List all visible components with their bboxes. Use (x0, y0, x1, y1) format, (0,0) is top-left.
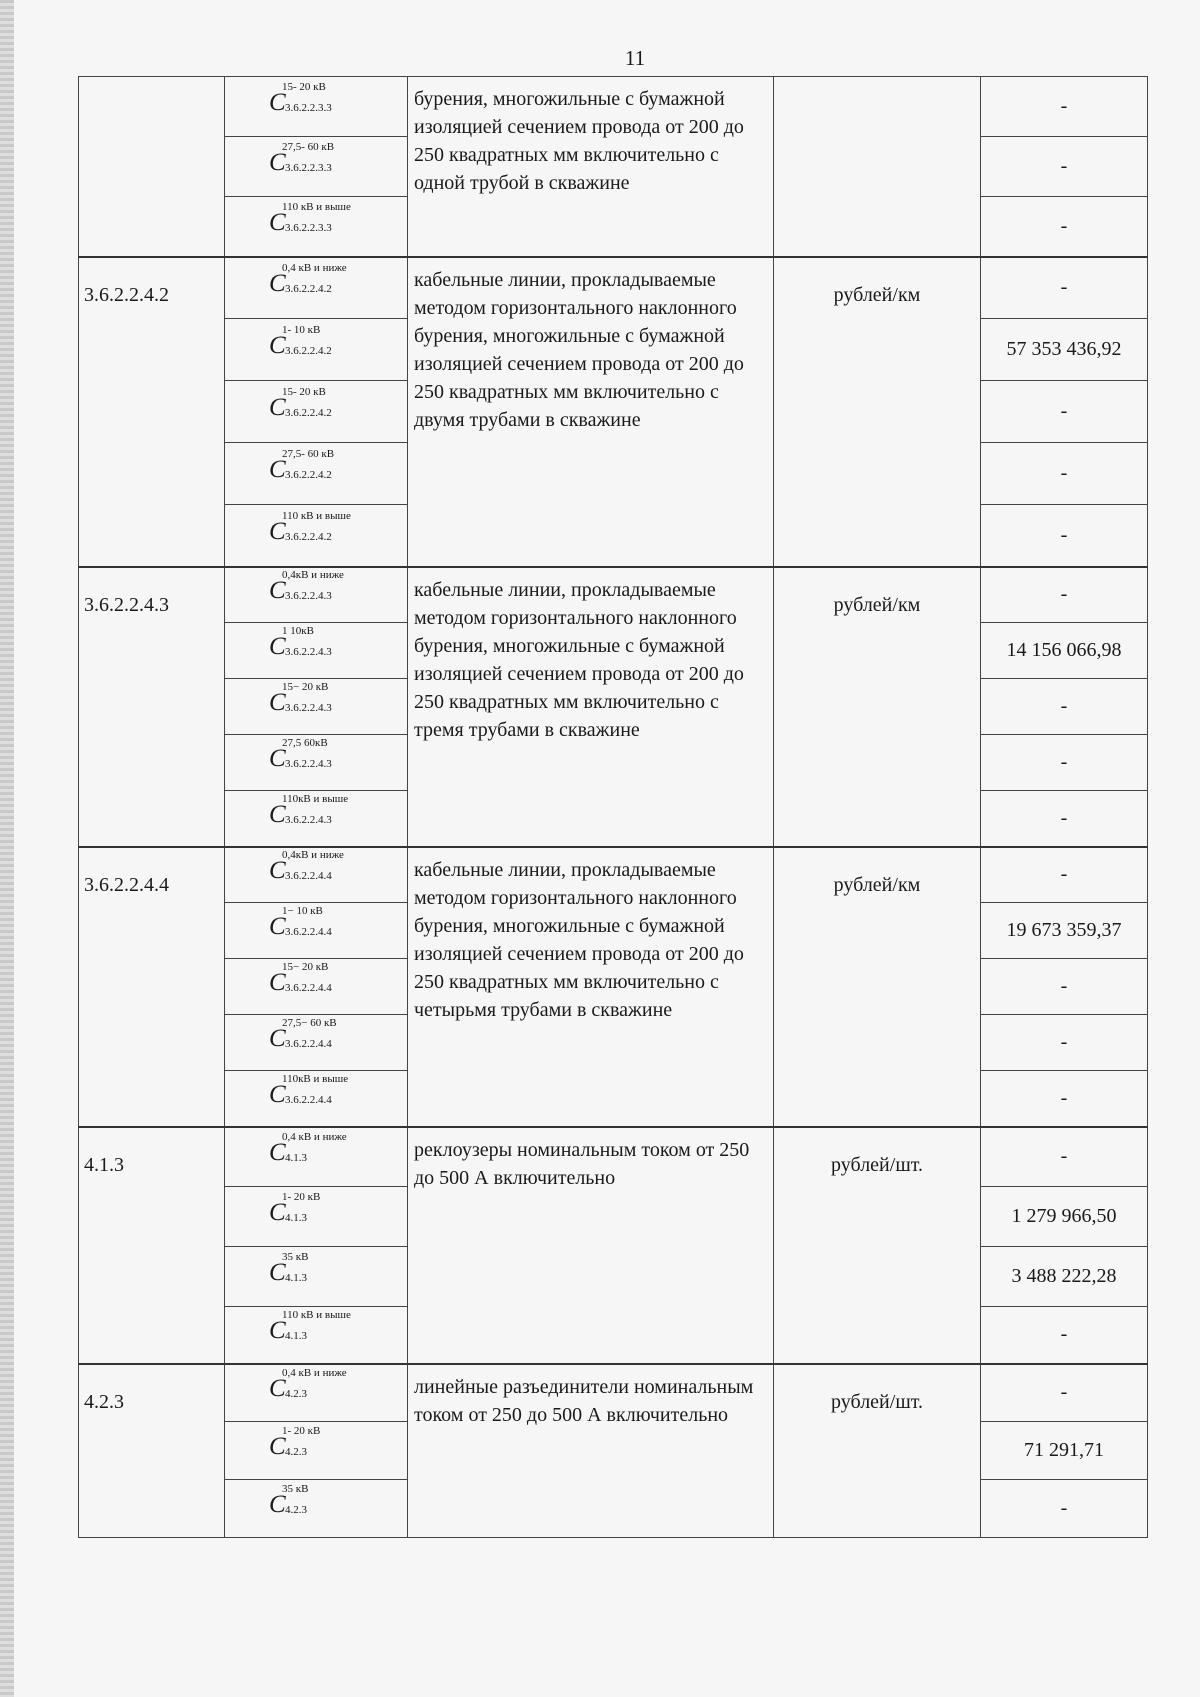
item-value: - (981, 1480, 1148, 1538)
table-row (79, 77, 1148, 137)
item-unit (774, 77, 981, 257)
item-description: кабельные линии, прокладываемые методом горизонтального наклонного бурения, многожильные с бумажной изоляцией сечением провода от 200 до 250 квадратных мм включительно с тремя трубами в скважине (408, 567, 774, 847)
item-unit: рублей/шт. (774, 1127, 981, 1364)
symbol-letter: C (269, 1259, 286, 1286)
symbol-letter: C (269, 332, 286, 359)
tariff-symbol (225, 257, 408, 319)
item-description: бурения, многожильные с бумажной изоляцией сечением провода от 200 до 250 квадратных мм включительно с одной трубой в скважине (408, 77, 774, 257)
item-value: - (981, 735, 1148, 791)
tariff-symbol (225, 1187, 408, 1247)
table-row (79, 847, 1148, 903)
item-value: - (981, 959, 1148, 1015)
item-value: - (981, 381, 1148, 443)
voltage-superscript: 0,4 кВ и ниже (282, 262, 347, 275)
item-value: - (981, 847, 1148, 903)
index-subscript: 3.6.2.2.4.4 (285, 926, 332, 938)
voltage-superscript: 27,5 60кВ (282, 737, 328, 749)
index-subscript: 3.6.2.2.3.3 (285, 221, 332, 234)
item-value: - (981, 1015, 1148, 1071)
item-value: - (981, 137, 1148, 197)
tariff-symbol (225, 847, 408, 903)
index-subscript: 4.2.3 (285, 1388, 307, 1401)
tariff-symbol (225, 959, 408, 1015)
item-value: - (981, 443, 1148, 505)
item-code: 4.1.3 (79, 1127, 225, 1364)
item-value: 3 488 222,28 (981, 1247, 1148, 1307)
voltage-superscript: 35 кВ (282, 1483, 309, 1495)
voltage-superscript: 27,5- 60 кВ (282, 448, 335, 460)
symbol-letter: C (269, 1433, 286, 1460)
index-subscript: 3.6.2.2.4.3 (285, 646, 332, 658)
symbol-letter: C (269, 1317, 286, 1345)
tariff-symbol (225, 443, 408, 505)
voltage-superscript: 0,4 кВ и ниже (282, 1131, 347, 1144)
symbol-letter: C (269, 577, 286, 605)
index-subscript: 3.6.2.2.4.3 (285, 758, 332, 770)
voltage-superscript: 1− 10 кВ (282, 905, 323, 917)
voltage-superscript: 110кВ и выше (282, 792, 349, 805)
voltage-superscript: 0,4кВ и ниже (282, 569, 344, 582)
scan-left-edge (0, 0, 14, 1697)
item-unit: рублей/км (774, 847, 981, 1127)
symbol-letter: C (269, 456, 286, 483)
index-subscript: 3.6.2.2.4.2 (285, 530, 332, 543)
symbol-letter: C (269, 633, 286, 660)
voltage-superscript: 15− 20 кВ (282, 681, 329, 693)
item-code: 3.6.2.2.4.3 (79, 567, 225, 847)
item-value: - (981, 1071, 1148, 1127)
symbol-letter: C (269, 270, 286, 298)
index-subscript: 3.6.2.2.4.2 (285, 469, 332, 481)
item-code: 4.2.3 (79, 1364, 225, 1538)
symbol-letter: C (269, 689, 286, 716)
item-value: 57 353 436,92 (981, 319, 1148, 381)
tariff-symbol (225, 1071, 408, 1127)
symbol-letter: C (269, 1080, 286, 1108)
item-code (79, 77, 225, 257)
index-subscript: 4.1.3 (285, 1212, 307, 1224)
tariff-symbol (225, 791, 408, 847)
item-value: - (981, 77, 1148, 137)
symbol-letter: C (269, 1491, 286, 1518)
voltage-superscript: 1- 20 кВ (282, 1191, 321, 1203)
item-value: - (981, 679, 1148, 735)
symbol-letter: C (269, 89, 286, 116)
table-row (79, 567, 1148, 623)
item-value: - (981, 505, 1148, 567)
tariff-symbol (225, 679, 408, 735)
item-value: 19 673 359,37 (981, 903, 1148, 959)
voltage-superscript: 1- 20 кВ (282, 1425, 321, 1437)
item-code: 3.6.2.2.4.2 (79, 257, 225, 567)
tariff-symbol (225, 1480, 408, 1538)
voltage-superscript: 27,5− 60 кВ (282, 1017, 337, 1029)
voltage-superscript: 27,5- 60 кВ (282, 141, 335, 153)
item-description: кабельные линии, прокладываемые методом горизонтального наклонного бурения, многожильные с бумажной изоляцией сечением провода от 200 до 250 квадратных мм включительно с двумя трубами в скважине (408, 257, 774, 567)
index-subscript: 3.6.2.2.4.3 (285, 702, 332, 714)
index-subscript: 3.6.2.2.4.3 (285, 813, 332, 826)
symbol-letter: C (269, 1025, 286, 1052)
symbol-letter: C (269, 517, 286, 545)
voltage-superscript: 1- 10 кВ (282, 324, 321, 336)
tariff-symbol (225, 1307, 408, 1364)
index-subscript: 4.1.3 (285, 1152, 307, 1165)
item-code: 3.6.2.2.4.4 (79, 847, 225, 1127)
tariff-symbol (225, 1247, 408, 1307)
symbol-letter: C (269, 149, 286, 176)
tariff-symbol (225, 1422, 408, 1480)
item-value: - (981, 1127, 1148, 1187)
page-number: 11 (624, 46, 646, 70)
voltage-superscript: 0,4кВ и ниже (282, 849, 344, 862)
voltage-superscript: 1 10кВ (282, 625, 314, 637)
tariff-symbol (225, 381, 408, 443)
symbol-letter: C (269, 800, 286, 828)
symbol-letter: C (269, 1139, 286, 1167)
voltage-superscript: 110 кВ и выше (282, 200, 351, 213)
item-description: реклоузеры номинальным током от 250 до 500 А включительно (408, 1127, 774, 1364)
item-value: - (981, 791, 1148, 847)
symbol-letter: C (269, 208, 286, 236)
item-value: 71 291,71 (981, 1422, 1148, 1480)
symbol-letter: C (269, 1375, 286, 1403)
tariff-symbol (225, 1127, 408, 1187)
index-subscript: 4.2.3 (285, 1446, 307, 1458)
symbol-letter: C (269, 745, 286, 772)
item-unit: рублей/шт. (774, 1364, 981, 1538)
tariff-symbol (225, 137, 408, 197)
item-value: 1 279 966,50 (981, 1187, 1148, 1247)
symbol-letter: C (269, 394, 286, 421)
item-unit: рублей/км (774, 257, 981, 567)
voltage-superscript: 110 кВ и выше (282, 1309, 351, 1322)
item-value: 14 156 066,98 (981, 623, 1148, 679)
table-row (79, 1364, 1148, 1422)
table-row (79, 1127, 1148, 1187)
item-value: - (981, 257, 1148, 319)
tariff-symbol (225, 197, 408, 257)
tariff-symbol (225, 567, 408, 623)
tariff-symbol (225, 623, 408, 679)
index-subscript: 3.6.2.2.4.4 (285, 982, 332, 994)
tariff-symbol (225, 1015, 408, 1071)
index-subscript: 3.6.2.2.3.3 (285, 102, 332, 114)
symbol-letter: C (269, 857, 286, 885)
symbol-letter: C (269, 913, 286, 940)
item-description: кабельные линии, прокладываемые методом горизонтального наклонного бурения, многожильные с бумажной изоляцией сечением провода от 200 до 250 квадратных мм включительно с четырьмя трубами в скважине (408, 847, 774, 1127)
index-subscript: 3.6.2.2.4.2 (285, 407, 332, 419)
index-subscript: 3.6.2.2.4.2 (285, 283, 332, 296)
item-value: - (981, 1364, 1148, 1422)
voltage-superscript: 110кВ и выше (282, 1072, 349, 1085)
tariff-symbol (225, 319, 408, 381)
voltage-superscript: 15− 20 кВ (282, 961, 329, 973)
index-subscript: 4.1.3 (285, 1330, 307, 1343)
symbol-letter: C (269, 1199, 286, 1226)
tariff-symbol (225, 77, 408, 137)
item-value: - (981, 567, 1148, 623)
index-subscript: 3.6.2.2.3.3 (285, 162, 332, 174)
tariff-table (78, 76, 1148, 1538)
tariff-symbol (225, 1364, 408, 1422)
voltage-superscript: 0,4 кВ и ниже (282, 1367, 347, 1380)
tariff-symbol (225, 903, 408, 959)
index-subscript: 3.6.2.2.4.4 (285, 1038, 332, 1050)
voltage-superscript: 110 кВ и выше (282, 509, 351, 522)
voltage-superscript: 15- 20 кВ (282, 386, 326, 398)
voltage-superscript: 35 кВ (282, 1251, 309, 1263)
index-subscript: 4.2.3 (285, 1504, 307, 1516)
item-unit: рублей/км (774, 567, 981, 847)
symbol-letter: C (269, 969, 286, 996)
voltage-superscript: 15- 20 кВ (282, 81, 326, 93)
index-subscript: 3.6.2.2.4.4 (285, 1093, 332, 1106)
item-value: - (981, 197, 1148, 257)
tariff-symbol (225, 505, 408, 567)
index-subscript: 3.6.2.2.4.4 (285, 870, 332, 883)
index-subscript: 4.1.3 (285, 1272, 307, 1284)
item-description: линейные разъединители номинальным током от 250 до 500 А включительно (408, 1364, 774, 1538)
index-subscript: 3.6.2.2.4.2 (285, 345, 332, 357)
tariff-symbol (225, 735, 408, 791)
table-row (79, 257, 1148, 319)
item-value: - (981, 1307, 1148, 1364)
index-subscript: 3.6.2.2.4.3 (285, 590, 332, 603)
